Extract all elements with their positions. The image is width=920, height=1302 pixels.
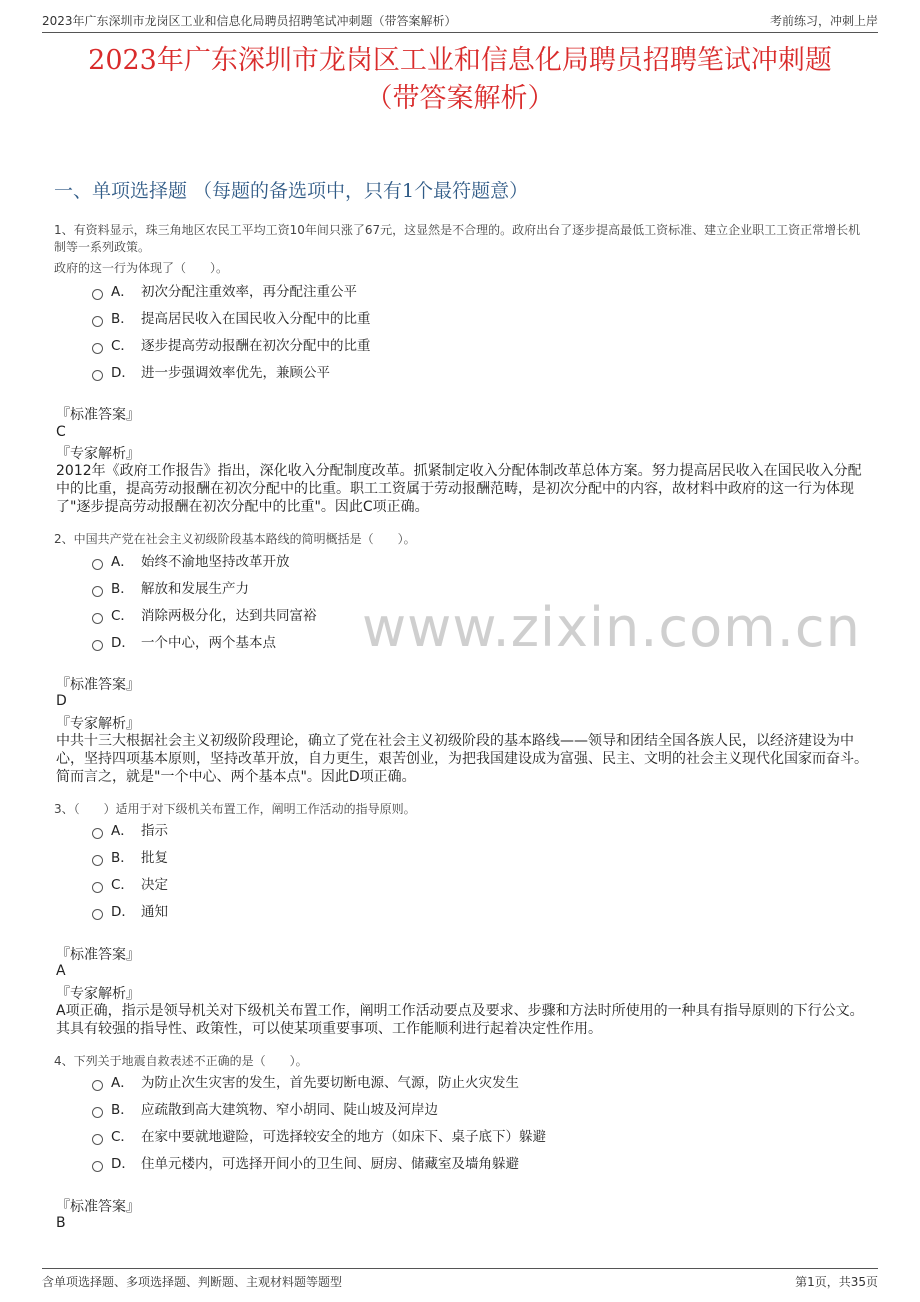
- option-text: 始终不渝地坚持改革开放: [141, 554, 290, 570]
- analysis-text: 2012年《政府工作报告》指出，深化收入分配制度改革。抓紧制定收入分配体制改革总体方案。努力提高居民收入在国民收入分配中的比重，提高劳动报酬在初次分配中的比重。职工工资属于劳动报酬范畴，是初次分配中的内容，故材料中政府的这一行为体现了"逐步提高劳动报酬在初次分配中的比重"。因此C项正确。: [56, 463, 862, 515]
- option-letter: B．: [111, 1102, 134, 1118]
- option-letter: D．: [111, 365, 135, 381]
- option-text: 解放和发展生产力: [141, 581, 249, 597]
- answer-label: 『标准答案』: [56, 407, 140, 423]
- option-c[interactable]: [92, 606, 317, 626]
- radio-icon[interactable]: [92, 559, 103, 570]
- analysis-text: A项正确，指示是领导机关对下级机关布置工作，阐明工作活动要点及要求、步骤和方法时所使用的一种具有指导原则的下行公文。其具有较强的指导性、政策性，可以使某项重要事项、工作能顺利进行起着决定性作用。: [56, 1003, 864, 1037]
- radio-icon[interactable]: [92, 640, 103, 651]
- option-letter: C．: [111, 608, 134, 624]
- question-stem: 4、下列关于地震自救表述不正确的是（ ）。: [54, 1054, 308, 1068]
- option-letter: C．: [111, 338, 134, 354]
- title-line-2: （带答案解析）: [365, 83, 555, 114]
- option-d[interactable]: [92, 363, 330, 383]
- option-text: 一个中心，两个基本点: [141, 635, 276, 651]
- answer-label: 『标准答案』: [56, 947, 140, 963]
- radio-icon[interactable]: [92, 613, 103, 624]
- question-stem: 2、中国共产党在社会主义初级阶段基本路线的简明概括是（ ）。: [54, 532, 416, 546]
- option-c[interactable]: [92, 336, 371, 356]
- option-text: 决定: [141, 877, 168, 893]
- watermark: www.zixin.com.cn: [362, 596, 861, 659]
- option-letter: B．: [111, 581, 134, 597]
- option-text: 批复: [141, 850, 168, 866]
- option-b[interactable]: [92, 579, 249, 599]
- option-letter: C．: [111, 1129, 134, 1145]
- answer-value: A: [56, 963, 66, 979]
- option-a[interactable]: [92, 282, 357, 302]
- radio-icon[interactable]: [92, 1161, 103, 1172]
- answer-label: 『标准答案』: [56, 1199, 140, 1215]
- radio-icon[interactable]: [92, 343, 103, 354]
- option-text: 指示: [141, 823, 168, 839]
- question-stem-prompt: 政府的这一行为体现了（ ）。: [54, 261, 229, 275]
- option-b[interactable]: [92, 848, 168, 868]
- radio-icon[interactable]: [92, 289, 103, 300]
- page-header: [42, 10, 878, 33]
- option-letter: D．: [111, 1156, 135, 1172]
- option-a[interactable]: [92, 552, 290, 572]
- option-d[interactable]: [92, 633, 276, 653]
- question-stem: 3、（ ）适用于对下级机关布置工作，阐明工作活动的指导原则。: [54, 802, 416, 816]
- option-letter: B．: [111, 850, 134, 866]
- option-text: 通知: [141, 904, 168, 920]
- option-d[interactable]: [92, 1154, 519, 1174]
- title-line-1: 2023年广东深圳市龙岗区工业和信息化局聘员招聘笔试冲刺题: [88, 45, 832, 76]
- option-letter: A．: [111, 823, 134, 839]
- page-number: 第1页，共35页: [795, 1275, 878, 1289]
- radio-icon[interactable]: [92, 882, 103, 893]
- analysis-label: 『专家解析』: [56, 716, 140, 732]
- option-c[interactable]: [92, 1127, 546, 1147]
- section-title: 一、单项选择题 （每题的备选项中，只有1个最符题意）: [54, 180, 529, 202]
- option-d[interactable]: [92, 902, 168, 922]
- radio-icon[interactable]: [92, 586, 103, 597]
- answer-value: D: [56, 693, 67, 709]
- page-footer: [42, 1268, 878, 1291]
- option-c[interactable]: [92, 875, 168, 895]
- analysis-label: 『专家解析』: [56, 986, 140, 1002]
- option-letter: A．: [111, 554, 134, 570]
- answer-label: 『标准答案』: [56, 677, 140, 693]
- option-text: 进一步强调效率优先，兼顾公平: [141, 365, 330, 381]
- radio-icon[interactable]: [92, 370, 103, 381]
- option-letter: D．: [111, 635, 135, 651]
- radio-icon[interactable]: [92, 1107, 103, 1118]
- option-text: 初次分配注重效率，再分配注重公平: [141, 284, 357, 300]
- option-text: 提高居民收入在国民收入分配中的比重: [141, 311, 371, 327]
- option-a[interactable]: [92, 1073, 519, 1093]
- question-stem: 1、有资料显示，珠三角地区农民工平均工资10年间只涨了67元，这显然是不合理的。政府出台了逐步提高最低工资标准、建立企业职工工资正常增长机制等一系列政策。: [54, 223, 861, 254]
- header-doc-title: 2023年广东深圳市龙岗区工业和信息化局聘员招聘笔试冲刺题（带答案解析）: [42, 14, 457, 28]
- option-b[interactable]: [92, 1100, 438, 1120]
- document-title: [40, 42, 880, 118]
- option-text: 逐步提高劳动报酬在初次分配中的比重: [141, 338, 371, 354]
- analysis-label: 『专家解析』: [56, 446, 140, 462]
- option-a[interactable]: [92, 821, 168, 841]
- header-slogan: 考前练习，冲刺上岸: [769, 14, 878, 28]
- option-text: 应疏散到高大建筑物、窄小胡同、陡山坡及河岸边: [141, 1102, 438, 1118]
- analysis-text: 中共十三大根据社会主义初级阶段理论，确立了党在社会主义初级阶段的基本路线——领导和团结全国各族人民，以经济建设为中心，坚持四项基本原则，坚持改革开放，自力更生，艰苦创业，为把我国建设成为富强、民主、文明的社会主义现代化国家而奋斗。简而言之，就是"一个中心、两个基本点"。因此D项正确。: [56, 733, 868, 785]
- footer-question-types: 含单项选择题、多项选择题、判断题、主观材料题等题型: [42, 1275, 343, 1289]
- radio-icon[interactable]: [92, 828, 103, 839]
- option-letter: D．: [111, 904, 135, 920]
- radio-icon[interactable]: [92, 316, 103, 327]
- option-text: 在家中要就地避险，可选择较安全的地方（如床下、桌子底下）躲避: [141, 1129, 546, 1145]
- option-b[interactable]: [92, 309, 371, 329]
- answer-value: B: [56, 1215, 66, 1231]
- option-letter: C．: [111, 877, 134, 893]
- option-letter: A．: [111, 284, 134, 300]
- radio-icon[interactable]: [92, 1134, 103, 1145]
- radio-icon[interactable]: [92, 909, 103, 920]
- option-text: 消除两极分化，达到共同富裕: [141, 608, 317, 624]
- option-letter: B．: [111, 311, 134, 327]
- answer-value: C: [56, 424, 66, 440]
- option-text: 住单元楼内，可选择开间小的卫生间、厨房、储藏室及墙角躲避: [141, 1156, 519, 1172]
- option-text: 为防止次生灾害的发生，首先要切断电源、气源，防止火灾发生: [141, 1075, 519, 1091]
- radio-icon[interactable]: [92, 855, 103, 866]
- radio-icon[interactable]: [92, 1080, 103, 1091]
- option-letter: A．: [111, 1075, 134, 1091]
